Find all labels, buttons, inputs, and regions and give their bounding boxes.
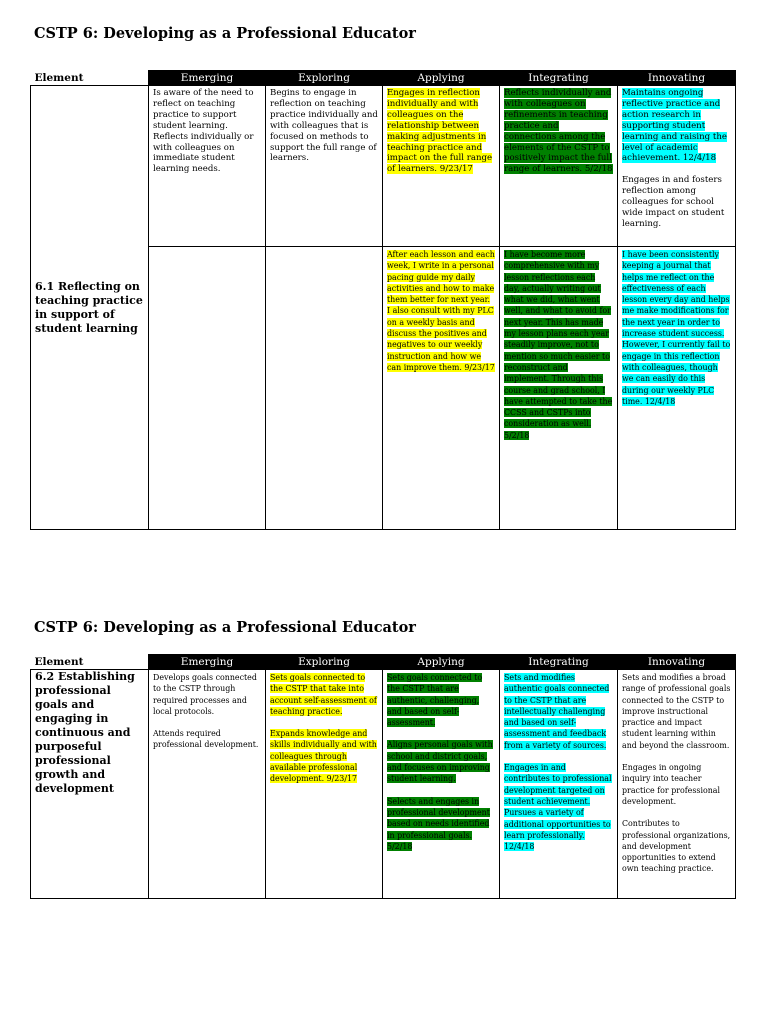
- descriptor-text: Engages in and fosters reflection among colleagues for school wide impact on student learning.: [622, 175, 725, 229]
- highlighted-text: Expands knowledge and skills individually and with colleagues through available professional development. 9/23/17: [270, 729, 377, 784]
- highlighted-text: After each lesson and each week, I write in a personal pacing guide my daily activities and how to make them better for next year. I also consult with my PLC on a weekly basis and discuss the positives and negatives to our weekly instruction and how we can improve them. 9/23/17: [387, 250, 495, 372]
- evidence-innovating: [618, 247, 736, 530]
- descriptor-text: Engages in ongoing inquiry into teacher practice for professional development.: [622, 763, 721, 806]
- descriptor-integrating: [500, 670, 618, 899]
- descriptor-text: Is aware of the need to reflect on teaching practice to support student learning. Reflects individually or with colleagues on immediate student learning needs.: [153, 88, 254, 175]
- descriptor-integrating: [500, 86, 618, 247]
- descriptor-applying: [383, 86, 500, 247]
- descriptor-text: Begins to engage in reflection on teaching practice individually and with colleagues that is focused on methods to support the full range of learners.: [270, 88, 378, 164]
- element-label-text: 6.1 Reflecting on teaching practice in support of student learning: [35, 279, 143, 335]
- element-header: Element: [31, 71, 149, 86]
- highlighted-text: Sets goals connected to the CSTP that take into account self-assessment of teaching practice.: [270, 673, 377, 716]
- level-header-emerging: Emerging: [149, 655, 266, 670]
- descriptor-emerging: [149, 670, 266, 899]
- page-title: CSTP 6: Developing as a Professional Educator: [34, 619, 416, 636]
- element-label-6-2: [31, 670, 149, 899]
- highlighted-text: Sets and modifies authentic goals connected to the CSTP that are intellectually challenging and based on self-assessment and feedback from a variety of sources.: [504, 673, 610, 750]
- element-label-text: 6.2 Establishing professional goals and engaging in continuous and purposeful professional growth and development: [35, 670, 135, 795]
- descriptor-applying: [383, 670, 500, 899]
- descriptor-text: Sets and modifies a broad range of professional goals connected to the CSTP to improve instructional practice and impact student learning within and beyond the classroom.: [622, 673, 731, 750]
- element-label-6-1: [31, 86, 149, 530]
- highlighted-text: Maintains ongoing reflective practice and action research in supporting student learning and raising the level of academic achievement. 12/4/18: [622, 88, 727, 164]
- descriptor-emerging: [149, 86, 266, 247]
- rubric-table-6-1: [30, 70, 736, 530]
- descriptor-innovating: [618, 670, 736, 899]
- level-header-innovating: Innovating: [618, 655, 736, 670]
- evidence-applying: [383, 247, 500, 530]
- evidence-integrating: [500, 247, 618, 530]
- level-header-exploring: Exploring: [266, 71, 383, 86]
- level-header-integrating: Integrating: [500, 655, 618, 670]
- evidence-exploring: [266, 247, 383, 530]
- highlighted-text: Aligns personal goals with school and district goals, and focuses on improving student learning.: [387, 740, 493, 784]
- highlighted-text: Engages in and contributes to professional development targeted on student achievement. Pursues a variety of additional opportunities to learn professionally. 12/4/18: [504, 763, 612, 852]
- evidence-emerging: [149, 247, 266, 530]
- level-header-integrating: Integrating: [500, 71, 618, 86]
- level-header-emerging: Emerging: [149, 71, 266, 86]
- highlighted-text: Sets goals connected to the CSTP that are authentic, challenging, and based on self-assessment.: [387, 673, 483, 728]
- descriptor-text: Develops goals connected to the CSTP through required processes and local protocols.: [153, 673, 257, 716]
- highlighted-text: Engages in reflection individually and with colleagues on the relationship between making adjustments in teaching practice and impact on the full range of learners. 9/23/17: [387, 88, 493, 175]
- page-title: CSTP 6: Developing as a Professional Educator: [34, 25, 416, 42]
- highlighted-text: I have been consistently keeping a journal that helps me reflect on the effectiveness of each lesson every day and helps me make modifications for the next year in order to increase student success. However, I currently fail to engage in this reflection with colleagues, though we can easily do this during our weekly PLC time. 12/4/18: [622, 250, 731, 406]
- highlighted-text: I have become more comprehensive with my lesson reflections each day, actually writing out what we did, what went well, and what to avoid for next year. This has made my lesson plans each year steadily improve, not to mention so much easier to reconstruct and implement. Through this course and grad school, I have attempted to take the CCSS and CSTPs into consideration as well. 5/2/18: [504, 250, 613, 440]
- descriptor-innovating: [618, 86, 736, 247]
- level-header-applying: Applying: [383, 71, 500, 86]
- level-header-exploring: Exploring: [266, 655, 383, 670]
- level-header-innovating: Innovating: [618, 71, 736, 86]
- descriptor-exploring: [266, 86, 383, 247]
- level-header-applying: Applying: [383, 655, 500, 670]
- descriptor-exploring: [266, 670, 383, 899]
- descriptor-text: Attends required professional development.: [153, 729, 259, 750]
- descriptor-text: Contributes to professional organizations, and development opportunities to extend own teaching practice.: [622, 819, 731, 874]
- highlighted-text: Selects and engages in professional development based on needs identified in professional goals. 5/2/18: [387, 796, 490, 851]
- element-header: Element: [31, 655, 149, 670]
- rubric-table-6-2: [30, 654, 736, 899]
- highlighted-text: Reflects individually and with colleagues on refinements in teaching practice and connections among the elements of the CSTP to positively impact the full range of learners. 5/2/18: [504, 88, 613, 175]
